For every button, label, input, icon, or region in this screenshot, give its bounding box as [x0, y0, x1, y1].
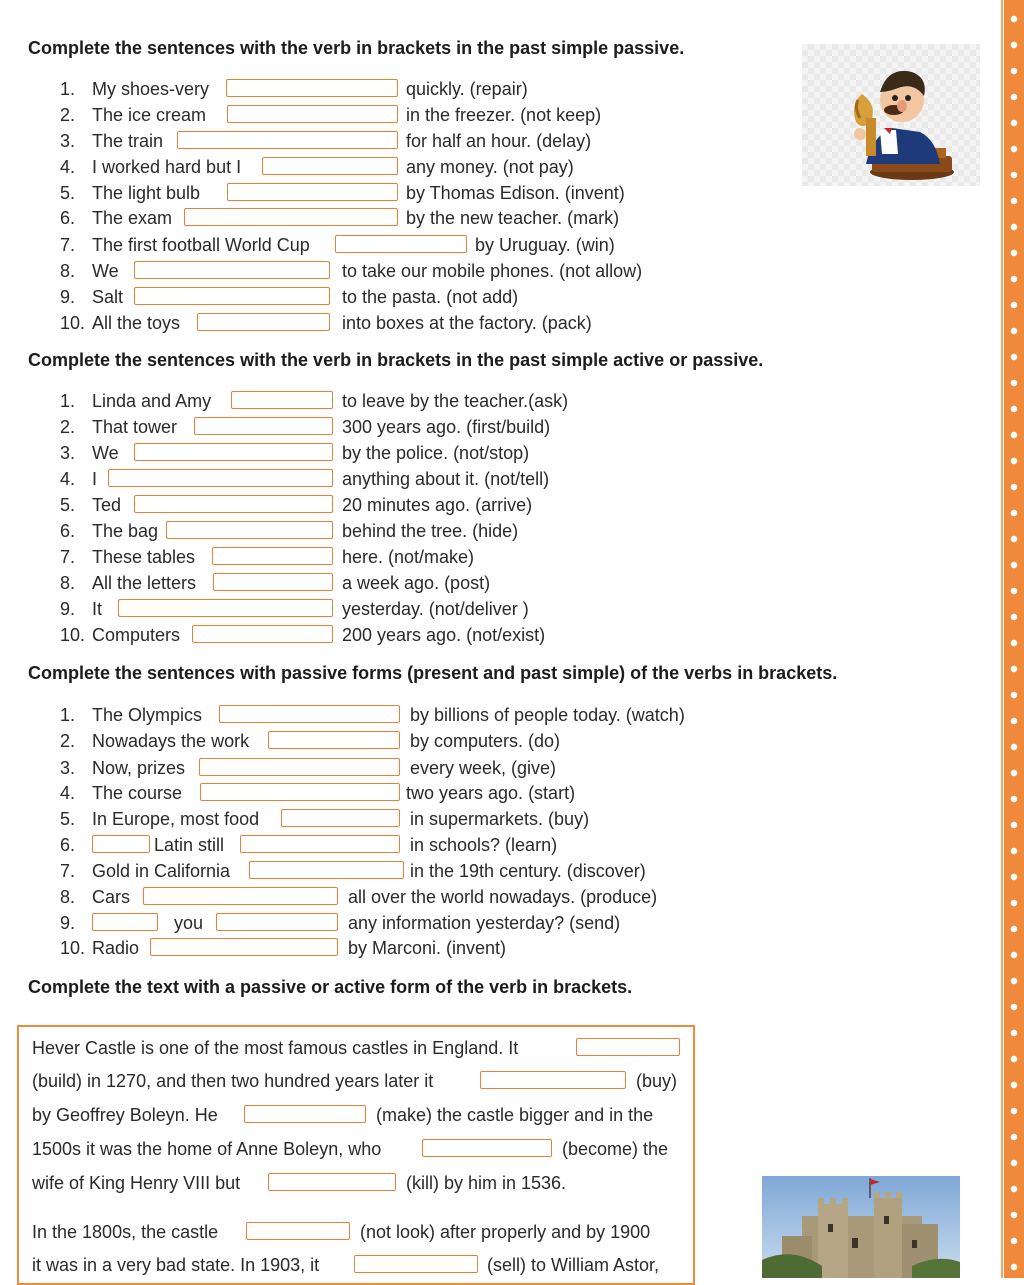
answer-box[interactable] — [422, 1139, 552, 1157]
sentence-start: The first football World Cup — [92, 235, 310, 255]
sentence-end: by Uruguay. (win) — [475, 235, 615, 255]
sentence-end: a week ago. (post) — [342, 573, 491, 593]
sentence-end: yesterday. (not/deliver ) — [342, 599, 529, 619]
castle-photo — [762, 1176, 960, 1278]
answer-box[interactable] — [134, 443, 333, 461]
text-line-5 — [32, 1170, 682, 1196]
sentence-end: anything about it. (not/tell) — [342, 469, 550, 489]
item-number: 8. — [60, 573, 76, 593]
text-fragment: by Geoffrey Boleyn. He — [32, 1105, 218, 1125]
answer-box[interactable] — [192, 625, 333, 643]
item-number: 2. — [60, 731, 76, 751]
text-fragment: (sell) to William Astor, — [487, 1255, 660, 1275]
answer-box[interactable] — [134, 495, 333, 513]
answer-box[interactable] — [184, 208, 398, 226]
item-number: 3. — [60, 758, 76, 778]
item-number: 1. — [60, 705, 76, 725]
item-number: 9. — [60, 287, 76, 307]
text-fragment: (kill) by him in 1536. — [406, 1173, 567, 1193]
sentence-start: It — [92, 599, 103, 619]
item-number: 4. — [60, 157, 76, 177]
sentence-start: All the toys — [92, 313, 181, 333]
item-number: 7. — [60, 235, 76, 255]
answer-box[interactable] — [227, 105, 398, 123]
s3-item-10 — [60, 935, 740, 961]
sentence-start: These tables — [92, 547, 196, 567]
sentence-start: Ted — [92, 495, 122, 515]
text-line-7 — [32, 1252, 682, 1278]
text-fragment: (not look) after properly and by 1900 — [360, 1222, 651, 1242]
answer-box[interactable] — [194, 417, 333, 435]
answer-box[interactable] — [240, 835, 400, 853]
answer-box[interactable] — [134, 287, 330, 305]
s3-item-1 — [60, 702, 740, 728]
sentence-start: Linda and Amy — [92, 391, 212, 411]
sentence-end: by billions of people today. (watch) — [410, 705, 685, 725]
sentence-start: My shoes-very — [92, 79, 210, 99]
sentence-start: Cars — [92, 887, 131, 907]
s1-item-5 — [60, 180, 660, 206]
sentence-start: The exam — [92, 208, 173, 228]
sentence-start: The train — [92, 131, 164, 151]
s2-item-8 — [60, 570, 620, 596]
answer-box[interactable] — [177, 131, 398, 149]
answer-box[interactable] — [200, 783, 400, 801]
sentence-end: to take our mobile phones. (not allow) — [342, 261, 643, 281]
text-fragment: (buy) — [636, 1071, 678, 1091]
sentence-start: We — [92, 443, 119, 463]
item-number: 8. — [60, 887, 76, 907]
sentence-end: by Marconi. (invent) — [348, 938, 507, 958]
s1-item-10 — [60, 310, 660, 336]
sentence-middle: you — [174, 913, 204, 933]
s1-item-6 — [60, 205, 660, 231]
text-line-2 — [32, 1068, 682, 1094]
s2-item-10 — [60, 622, 620, 648]
text-fragment: it was in a very bad state. In 1903, it — [32, 1255, 320, 1275]
item-number: 10. — [60, 938, 86, 958]
sentence-end: behind the tree. (hide) — [342, 521, 519, 541]
sentence-start: The bag — [92, 521, 159, 541]
sentence-end: all over the world nowadays. (produce) — [348, 887, 658, 907]
s2-item-3 — [60, 440, 620, 466]
item-number: 2. — [60, 417, 76, 437]
s3-item-5 — [60, 806, 740, 832]
item-number: 5. — [60, 495, 76, 515]
item-number: 3. — [60, 131, 76, 151]
sentence-end: every week, (give) — [410, 758, 557, 778]
answer-box[interactable] — [212, 547, 333, 565]
sentence-start: That tower — [92, 417, 178, 437]
answer-box[interactable] — [480, 1071, 626, 1089]
answer-box[interactable] — [262, 157, 398, 175]
decorative-dotted-border — [1004, 0, 1024, 1278]
sentence-end: in the freezer. (not keep) — [406, 105, 602, 125]
item-number: 5. — [60, 183, 76, 203]
item-number: 10. — [60, 313, 86, 333]
answer-box[interactable] — [244, 1105, 366, 1123]
text-fragment: Hever Castle is one of the most famous castles in England. It — [32, 1038, 519, 1058]
item-number: 3. — [60, 443, 76, 463]
sentence-start: The Olympics — [92, 705, 203, 725]
answer-box[interactable] — [219, 705, 400, 723]
sentence-end: to the pasta. (not add) — [342, 287, 519, 307]
page-border-line — [1001, 0, 1003, 1278]
sentence-end: two years ago. (start) — [406, 783, 576, 803]
sentence-start: Nowadays the work — [92, 731, 250, 751]
sentence-end: by the police. (not/stop) — [342, 443, 530, 463]
sentence-end: by computers. (do) — [410, 731, 561, 751]
sentence-start: I — [92, 469, 98, 489]
text-fragment: (make) the castle bigger and in the — [376, 1105, 654, 1125]
sentence-end: 300 years ago. (first/build) — [342, 417, 551, 437]
answer-box[interactable] — [166, 521, 333, 539]
sentence-start: Computers — [92, 625, 181, 645]
answer-box[interactable] — [335, 235, 467, 253]
s2-item-7 — [60, 544, 620, 570]
s3-item-2 — [60, 728, 740, 754]
sentence-start: We — [92, 261, 119, 281]
text-line-1 — [32, 1035, 682, 1061]
s3-item-8 — [60, 884, 740, 910]
s2-item-2 — [60, 414, 620, 440]
sentence-start: The light bulb — [92, 183, 201, 203]
s3-item-6 — [60, 832, 740, 858]
sentence-end: in supermarkets. (buy) — [410, 809, 590, 829]
item-number: 6. — [60, 521, 76, 541]
answer-box[interactable] — [268, 731, 400, 749]
sentence-start: Now, prizes — [92, 758, 186, 778]
answer-box[interactable] — [281, 809, 400, 827]
item-number: 4. — [60, 783, 76, 803]
sentence-start: All the letters — [92, 573, 197, 593]
section3-heading: Complete the sentences with passive forms (present and past simple) of the verbs in brackets. — [28, 663, 838, 683]
answer-box[interactable] — [199, 758, 400, 776]
answer-box[interactable] — [231, 391, 333, 409]
answer-box[interactable] — [118, 599, 333, 617]
s1-item-2 — [60, 102, 660, 128]
item-number: 2. — [60, 105, 76, 125]
s1-item-3 — [60, 128, 660, 154]
s1-item-7 — [60, 232, 660, 258]
item-number: 8. — [60, 261, 76, 281]
text-line-4 — [32, 1136, 682, 1162]
answer-box[interactable] — [354, 1255, 478, 1273]
text-fragment: (become) the — [562, 1139, 669, 1159]
sentence-end: by Thomas Edison. (invent) — [406, 183, 625, 203]
item-number: 9. — [60, 913, 76, 933]
item-number: 1. — [60, 79, 76, 99]
answer-box[interactable] — [213, 573, 333, 591]
sentence-end: to leave by the teacher.(ask) — [342, 391, 569, 411]
s3-item-7 — [60, 858, 740, 884]
sentence-end: any money. (not pay) — [406, 157, 574, 177]
item-number: 5. — [60, 809, 76, 829]
sentence-start: The course — [92, 783, 183, 803]
sentence-end: any information yesterday? (send) — [348, 913, 621, 933]
s2-item-9 — [60, 596, 620, 622]
s3-item-4 — [60, 780, 740, 806]
answer-box[interactable] — [134, 261, 330, 279]
sentence-end: for half an hour. (delay) — [406, 131, 592, 151]
item-number: 9. — [60, 599, 76, 619]
answer-box[interactable] — [197, 313, 330, 331]
sentence-start: Salt — [92, 287, 124, 307]
text-fragment: In the 1800s, the castle — [32, 1222, 219, 1242]
text-line-6 — [32, 1219, 682, 1245]
sentence-start: In Europe, most food — [92, 809, 260, 829]
sentence-end: in schools? (learn) — [410, 835, 558, 855]
sentence-middle: Latin still — [154, 835, 225, 855]
item-number: 6. — [60, 208, 76, 228]
sentence-start: Radio — [92, 938, 140, 958]
cartoon-phonograph-image — [802, 44, 980, 186]
s3-item-9 — [60, 910, 740, 936]
item-number: 7. — [60, 547, 76, 567]
sentence-end: into boxes at the factory. (pack) — [342, 313, 592, 333]
text-fragment: (build) in 1270, and then two hundred years later it — [32, 1071, 434, 1091]
section2-heading: Complete the sentences with the verb in brackets in the past simple active or passive. — [28, 350, 764, 370]
answer-box[interactable] — [143, 887, 338, 905]
item-number: 10. — [60, 625, 86, 645]
answer-box[interactable] — [108, 469, 333, 487]
answer-box[interactable] — [249, 861, 404, 879]
sentence-end: in the 19th century. (discover) — [410, 861, 646, 881]
item-number: 6. — [60, 835, 76, 855]
answer-box[interactable] — [216, 913, 338, 931]
section1-heading: Complete the sentences with the verb in brackets in the past simple passive. — [28, 38, 685, 58]
s1-item-4 — [60, 154, 660, 180]
answer-box[interactable] — [246, 1222, 350, 1240]
text-fragment: wife of King Henry VIII but — [32, 1173, 241, 1193]
answer-box[interactable] — [226, 79, 398, 97]
answer-box[interactable] — [92, 913, 158, 931]
sentence-end: here. (not/make) — [342, 547, 475, 567]
item-number: 7. — [60, 861, 76, 881]
answer-box[interactable] — [268, 1173, 396, 1191]
answer-box[interactable] — [576, 1038, 680, 1056]
item-number: 4. — [60, 469, 76, 489]
answer-box[interactable] — [227, 183, 398, 201]
sentence-start: Gold in California — [92, 861, 231, 881]
sentence-end: quickly. (repair) — [406, 79, 528, 99]
s1-item-8 — [60, 258, 700, 284]
sentence-start: The ice cream — [92, 105, 207, 125]
section4-heading: Complete the text with a passive or active form of the verb in brackets. — [28, 977, 633, 997]
s2-item-1 — [60, 388, 620, 414]
sentence-end: by the new teacher. (mark) — [406, 208, 620, 228]
s1-item-9 — [60, 284, 660, 310]
s2-item-5 — [60, 492, 620, 518]
s2-item-4 — [60, 466, 620, 492]
s3-item-3 — [60, 755, 740, 781]
sentence-end: 20 minutes ago. (arrive) — [342, 495, 533, 515]
text-fragment: 1500s it was the home of Anne Boleyn, who — [32, 1139, 382, 1159]
sentence-start: I worked hard but I — [92, 157, 242, 177]
s1-item-1 — [60, 76, 620, 102]
answer-box[interactable] — [150, 938, 338, 956]
text-line-3 — [32, 1102, 682, 1128]
s2-item-6 — [60, 518, 620, 544]
answer-box[interactable] — [92, 835, 150, 853]
item-number: 1. — [60, 391, 76, 411]
sentence-end: 200 years ago. (not/exist) — [342, 625, 546, 645]
